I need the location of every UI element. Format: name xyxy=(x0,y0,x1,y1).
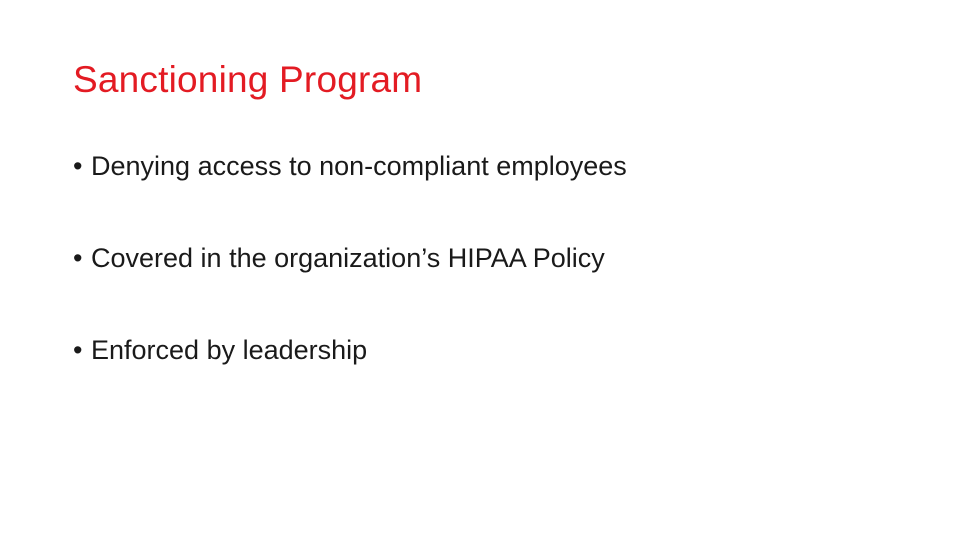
bullet-text: Enforced by leadership xyxy=(91,335,368,365)
bullet-icon: • xyxy=(73,243,83,273)
bullet-icon: • xyxy=(73,335,83,365)
slide-title: Sanctioning Program xyxy=(73,59,423,100)
bullet-text: Denying access to non-compliant employees xyxy=(91,151,627,181)
bullet-item-enforced-by-leadership xyxy=(73,330,627,370)
bullet-text: Covered in the organization’s HIPAA Policy xyxy=(91,243,605,273)
bullet-item-denying-access xyxy=(73,146,627,186)
bullet-icon: • xyxy=(73,151,83,181)
bullet-item-hipaa-policy xyxy=(73,238,627,278)
bullet-list xyxy=(73,146,627,422)
